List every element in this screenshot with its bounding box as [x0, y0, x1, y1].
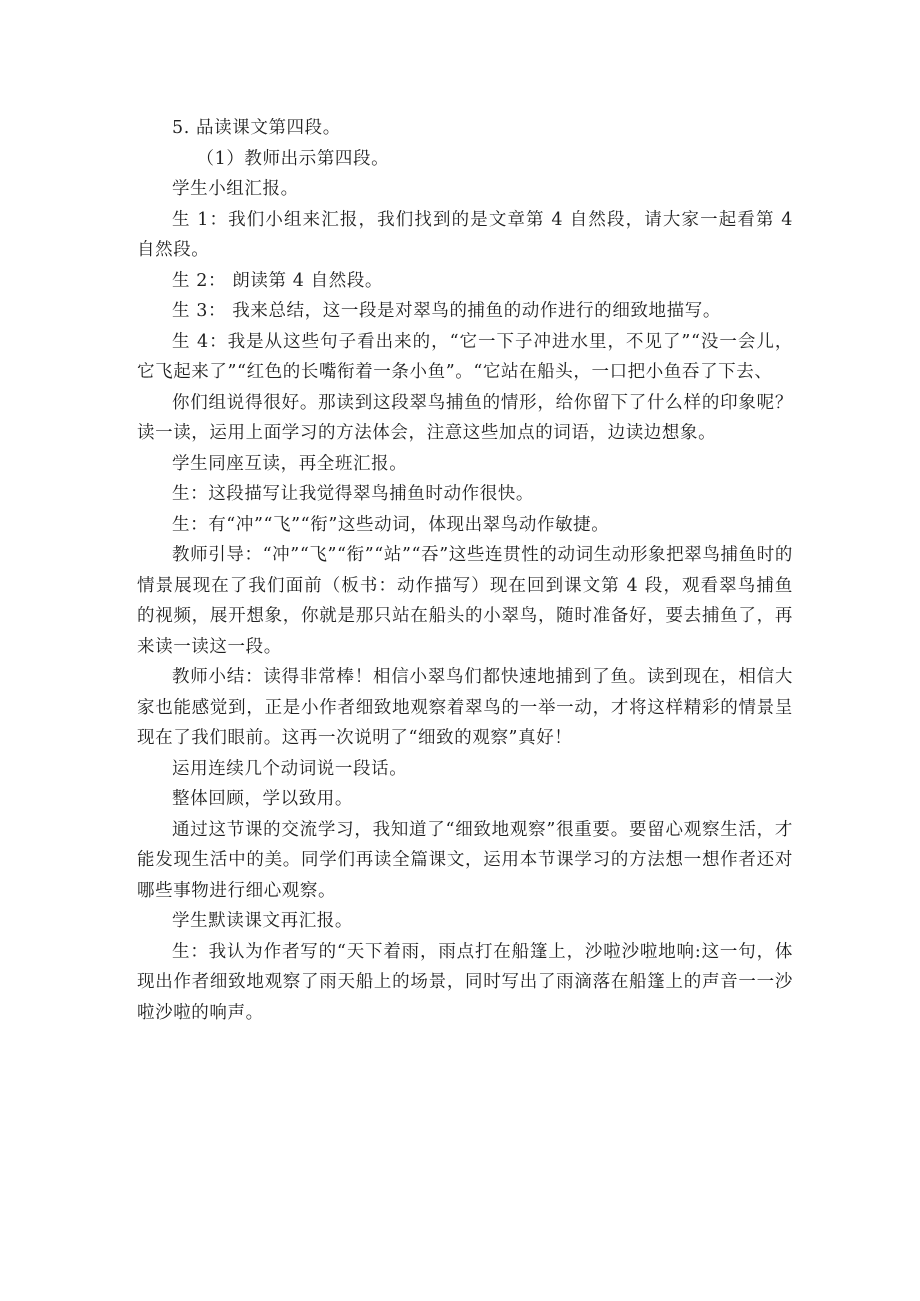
paragraph: 生：我认为作者写的“天下着雨，雨点打在船篷上，沙啦沙啦地响:这一句，体现出作者细致地观察了雨天船上的场景，同时写出了雨滴落在船篷上的声音一一沙啦沙啦的响声。: [137, 941, 793, 1023]
paragraph: 学生同座互读，再全班汇报。: [172, 453, 408, 474]
paragraph: 生：这段描写让我觉得翠鸟捕鱼时动作很快。: [172, 484, 534, 504]
paragraph: 运用连续几个动词说一段话。: [172, 758, 408, 779]
document-body: [137, 113, 793, 1028]
paragraph: 生 3： 我来总结，这一段是对翠鸟的捕鱼的动作进行的细致地描写。: [172, 301, 721, 321]
paragraph: 生 1：我们小组来汇报，我们找到的是文章第 4 自然段，请大家一起看第 4 自然段。: [137, 209, 793, 260]
paragraph: 你们组说得很好。那读到这段翠鸟捕鱼的情形，给你留下了什么样的印象呢？读一读，运用上面学习的方法体会，注意这些加点的词语，边读边想象。: [137, 392, 793, 443]
paragraph: 学生默读课文再汇报。: [172, 911, 353, 931]
paragraph: 教师小结：读得非常棒！相信小翠鸟们都快速地捕到了鱼。读到现在，相信大家也能感觉到，正是小作者细致地观察着翠鸟的一举一动，才将这样精彩的情景呈现在了我们眼前。这再一次说明了“细致的观察”真好！: [137, 667, 793, 748]
section-heading: 5. 品读课文第四段。: [172, 118, 341, 138]
subsection-heading: （1）教师出示第四段。: [196, 148, 390, 169]
paragraph: 整体回顾，学以致用。: [172, 789, 353, 809]
paragraph: 教师引导：“冲”“飞”“衔”“站”“吞”这些连贯性的动词生动形象把翠鸟捕鱼时的情景展现在了我们面前（板书：动作描写）现在回到课文第 4 段，观看翠鸟捕鱼的视频，展开想象，你就是那只站在船头的小翠鸟，随时准备好，要去捕鱼了，再来读一读这一段。: [137, 545, 793, 657]
paragraph: 通过这节课的交流学习，我知道了“细致地观察”很重要。要留心观察生活，才能发现生活中的美。同学们再读全篇课文，运用本节课学习的方法想一想作者还对哪些事物进行细心观察。: [137, 819, 793, 901]
paragraph: 生 2： 朗读第 4 自然段。: [172, 270, 384, 291]
paragraph: 生 4：我是从这些句子看出来的，“它一下子冲进水里，不见了”“没一会儿，它飞起来了”“红色的长嘴衔着一条小鱼”。“它站在船头，一口把小鱼吞了下去、: [137, 331, 793, 382]
paragraph: 生：有“冲”“飞”“衔”这些动词，体现出翠鸟动作敏捷。: [172, 514, 610, 535]
paragraph: 学生小组汇报。: [172, 179, 299, 199]
